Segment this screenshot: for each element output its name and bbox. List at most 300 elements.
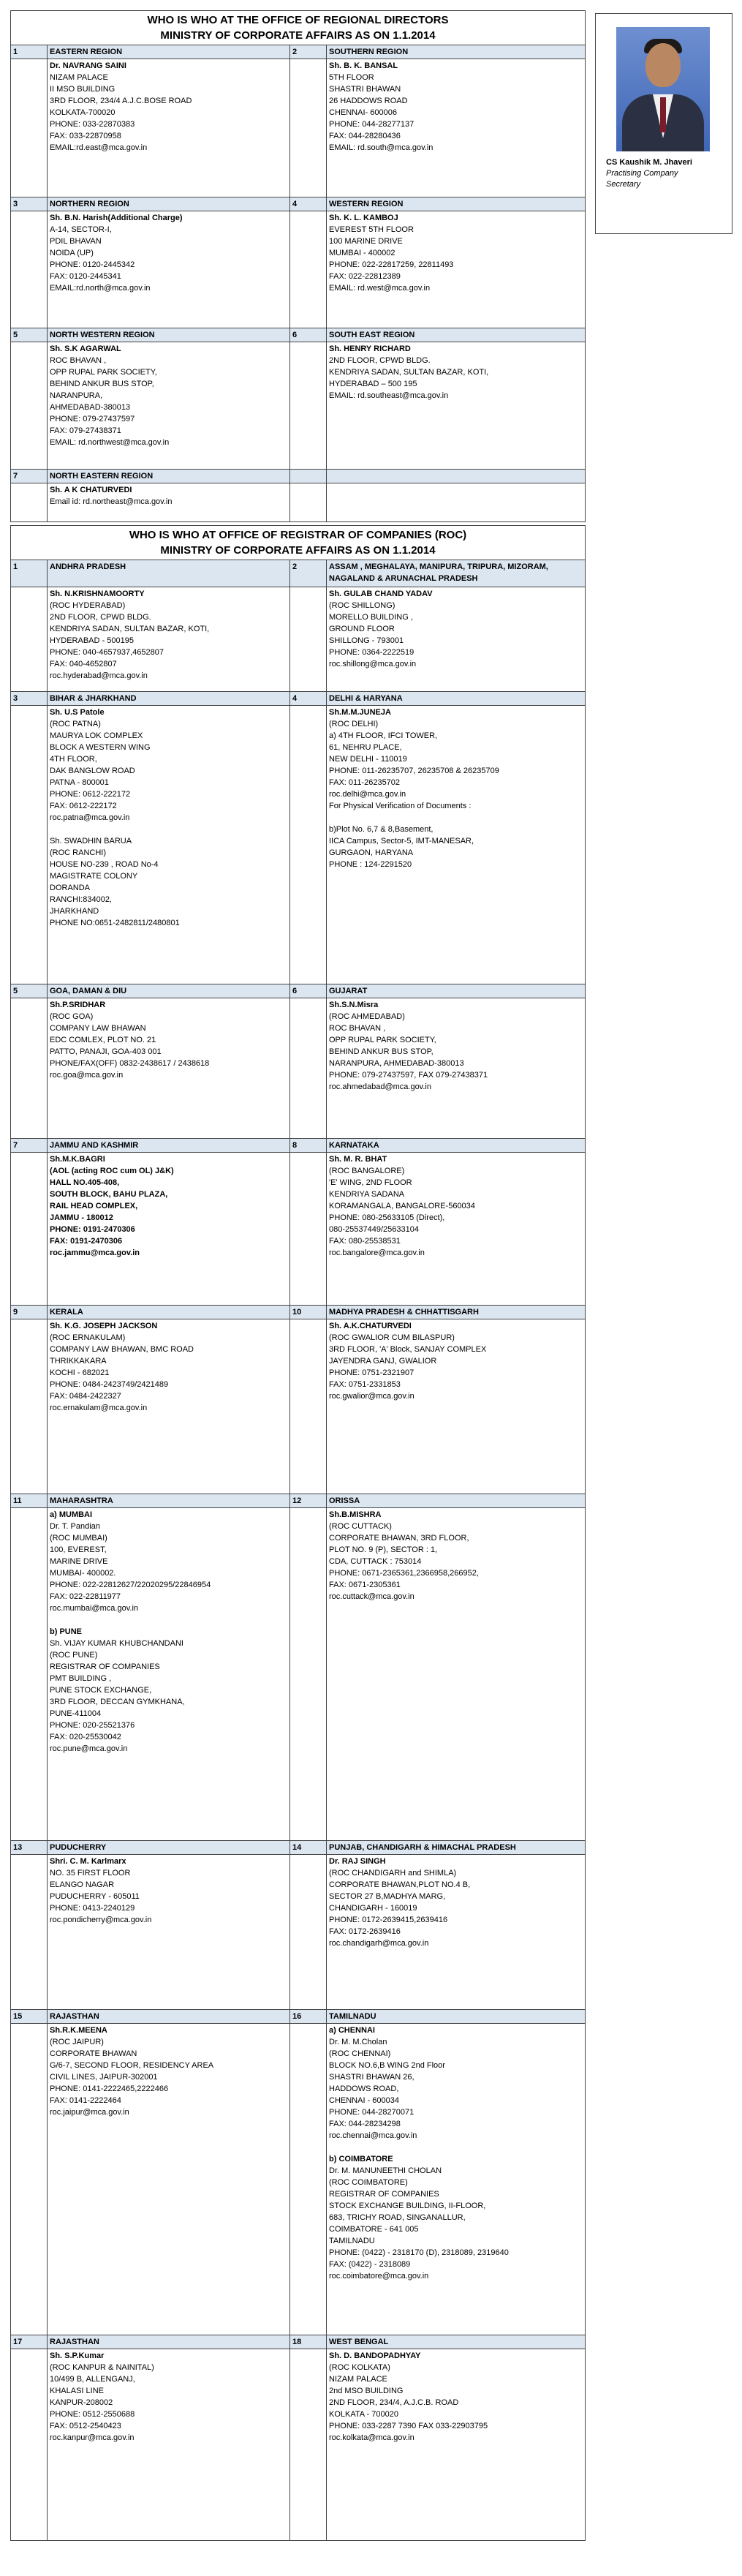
address-line: DORANDA xyxy=(50,884,91,892)
address-line: KENDRIYA SADANA xyxy=(329,1190,405,1199)
address-line: KHALASI LINE xyxy=(50,2387,104,2395)
number-spacer xyxy=(11,1855,48,2010)
officer-name: Dr. RAJ SINGH xyxy=(329,1857,386,1866)
address-line: JAYENDRA GANJ, GWALIOR xyxy=(329,1357,437,1366)
address-line xyxy=(50,824,287,835)
address-line[interactable]: roc.pondicherry@mca.gov.in xyxy=(50,1916,152,1924)
address-line[interactable]: roc.cuttack@mca.gov.in xyxy=(329,1592,414,1601)
address-line: PHONE: 020-25521376 xyxy=(50,1721,135,1730)
address-line: CIVIL LINES, JAIPUR-302001 xyxy=(50,2073,158,2082)
address-line: OPP RUPAL PARK SOCIETY, xyxy=(329,1036,436,1044)
office-address xyxy=(48,587,290,692)
address-line: (ROC CUTTACK) xyxy=(329,1522,392,1531)
address-line: 100 MARINE DRIVE xyxy=(329,237,403,246)
officer-name: Sh.S.N.Misra xyxy=(329,1001,379,1009)
address-line: (ROC ERNAKULAM) xyxy=(50,1333,126,1342)
address-line: PHONE: 0413-2240129 xyxy=(50,1904,135,1913)
address-line[interactable]: roc.chennai@mca.gov.in xyxy=(329,2131,417,2140)
address-line: PHONE: 0612-222172 xyxy=(50,790,131,799)
regional-directors-table xyxy=(10,10,586,522)
region-number: 5 xyxy=(11,328,48,342)
number-spacer xyxy=(11,483,48,522)
address-line: SOUTH BLOCK, BAHU PLAZA, xyxy=(50,1190,168,1199)
office-address xyxy=(327,211,586,328)
address-line: BLOCK A WESTERN WING xyxy=(50,743,151,752)
address-line: (ROC PATNA) xyxy=(50,720,101,728)
office-row xyxy=(11,2349,586,2541)
address-line: MAGISTRATE COLONY xyxy=(50,872,138,881)
address-line: PHONE: 044-28270071 xyxy=(329,2108,414,2117)
address-line: PHONE: 033-2287 7390 FAX 033-22903795 xyxy=(329,2422,488,2430)
office-address xyxy=(327,483,586,522)
office-row xyxy=(11,1508,586,1841)
office-row xyxy=(11,1855,586,2010)
address-line: PHONE: 079-27437597 xyxy=(50,415,135,423)
region-name: GUJARAT xyxy=(327,984,586,998)
address-line: AHMEDABAD-380013 xyxy=(50,403,131,412)
officer-name: Sh. N.KRISHNAMOORTY xyxy=(50,590,145,598)
address-line: CHANDIGARH - 160019 xyxy=(329,1904,417,1913)
officer-name: Sh. K. L. KAMBOJ xyxy=(329,214,398,222)
address-line: 4TH FLOOR, xyxy=(50,755,97,764)
address-line: FAX: 0172-2639416 xyxy=(329,1927,401,1936)
address-line[interactable]: EMAIL: rd.west@mca.gov.in xyxy=(329,284,431,293)
address-line: PHONE: 0512-2550688 xyxy=(50,2410,135,2419)
region-number: 2 xyxy=(290,45,327,59)
office-address xyxy=(48,483,290,522)
address-line xyxy=(329,2142,583,2153)
region-name: GOA, DAMAN & DIU xyxy=(48,984,290,998)
address-line: CORPORATE BHAWAN xyxy=(50,2049,137,2058)
address-line: HADDOWS ROAD, xyxy=(329,2084,399,2093)
address-line: MARINE DRIVE xyxy=(50,1557,108,1566)
region-name: PUNJAB, CHANDIGARH & HIMACHAL PRADESH xyxy=(327,1841,586,1855)
address-line: (ROC GOA) xyxy=(50,1012,94,1021)
address-line: 2ND FLOOR, 234/4, A.J.C.B. ROAD xyxy=(329,2398,459,2407)
region-number: 7 xyxy=(11,1139,48,1153)
officer-name: Sh. B. K. BANSAL xyxy=(329,61,398,70)
profile-photo xyxy=(616,27,710,151)
office-address xyxy=(48,706,290,984)
address-line: SHASTRI BHAWAN 26, xyxy=(329,2073,414,2082)
address-line[interactable]: roc.goa@mca.gov.in xyxy=(50,1071,124,1080)
number-spacer xyxy=(11,998,48,1139)
section-header-row xyxy=(11,1494,586,1508)
number-spacer xyxy=(290,706,327,984)
region-name: EASTERN REGION xyxy=(48,45,290,59)
number-spacer xyxy=(11,2349,48,2541)
officer-name: Sh. S.P.Kumar xyxy=(50,2351,105,2360)
address-line: BEHIND ANKUR BUS STOP, xyxy=(329,1047,434,1056)
region-name: MAHARASHTRA xyxy=(48,1494,290,1508)
address-line: (ROC GWALIOR CUM BILASPUR) xyxy=(329,1333,455,1342)
address-line[interactable]: roc.ernakulam@mca.gov.in xyxy=(50,1404,148,1412)
address-line: 61, NEHRU PLACE, xyxy=(329,743,402,752)
office-address xyxy=(48,2349,290,2541)
address-line: SECTOR 27 B,MADHYA MARG, xyxy=(329,1892,446,1901)
address-line: PHONE: 022-22812627/22020295/22846954 xyxy=(50,1581,211,1589)
region-number: 14 xyxy=(290,1841,327,1855)
region-number: 12 xyxy=(290,1494,327,1508)
address-line[interactable]: EMAIL: rd.southeast@mca.gov.in xyxy=(329,391,449,400)
address-line: PHONE: 0120-2445342 xyxy=(50,260,135,269)
profile-name: CS Kaushik M. Jhaveri xyxy=(606,158,692,167)
address-line: FAX: 022-22811977 xyxy=(50,1592,121,1601)
office-row xyxy=(11,211,586,328)
region-number: 4 xyxy=(290,692,327,706)
region-name: WESTERN REGION xyxy=(327,197,586,211)
address-line: MAURYA LOK COMPLEX xyxy=(50,731,143,740)
address-line: NIZAM PALACE xyxy=(329,2375,387,2384)
profile-card xyxy=(595,13,732,234)
address-line: 5TH FLOOR xyxy=(329,73,374,82)
address-line xyxy=(50,1614,287,1626)
officer-name: Sh.M.M.JUNEJA xyxy=(329,708,391,717)
section-header-row xyxy=(11,45,586,59)
address-line[interactable]: roc.patna@mca.gov.in xyxy=(50,813,130,822)
address-line: KOCHI - 682021 xyxy=(50,1368,110,1377)
office-address xyxy=(48,59,290,197)
number-spacer xyxy=(290,1508,327,1841)
address-line: Dr. M. MANUNEETHI CHOLAN xyxy=(329,2166,442,2175)
address-line: (ROC RANCHI) xyxy=(50,848,106,857)
address-line: FAX: 079-27438371 xyxy=(50,426,121,435)
address-line: CDA, CUTTACK : 753014 xyxy=(329,1557,422,1566)
region-number: 13 xyxy=(11,1841,48,1855)
region-name: KARNATAKA xyxy=(327,1139,586,1153)
number-spacer xyxy=(290,1855,327,2010)
region-number: 9 xyxy=(11,1306,48,1319)
address-line: MORELLO BUILDING , xyxy=(329,613,413,622)
rd-title: WHO IS WHO AT THE OFFICE OF REGIONAL DIRECTORS MINISTRY OF CORPORATE AFFAIRS AS ON 1.1.2014 xyxy=(11,11,586,45)
region-name: WEST BENGAL xyxy=(327,2335,586,2349)
address-line: GURGAON, HARYANA xyxy=(329,848,414,857)
address-line: DAK BANGLOW ROAD xyxy=(50,767,135,775)
address-line: FAX: 0120-2445341 xyxy=(50,272,121,281)
address-line: PHONE/FAX(OFF) 0832-2438617 / 2438618 xyxy=(50,1059,210,1068)
address-line: FAX: 080-25538531 xyxy=(329,1237,401,1246)
office-address xyxy=(327,2349,586,2541)
officer-name: a) CHENNAI xyxy=(329,2026,375,2035)
address-line: TAMILNADU xyxy=(329,2237,375,2245)
officer-name: Sh. K.G. JOSEPH JACKSON xyxy=(50,1322,158,1330)
address-line: (ROC PUNE) xyxy=(50,1651,98,1660)
address-line[interactable]: roc.hyderabad@mca.gov.in xyxy=(50,671,148,680)
office-address xyxy=(48,1508,290,1841)
office-address xyxy=(48,1855,290,2010)
officer-name: Sh. U.S Patole xyxy=(50,708,105,717)
address-line: For Physical Verification of Documents : xyxy=(329,802,472,810)
address-line: MUMBAI- 400002. xyxy=(50,1569,116,1578)
address-line: (ROC KANPUR & NAINITAL) xyxy=(50,2363,154,2372)
address-line: HYDERABAD – 500 195 xyxy=(329,380,417,388)
office-address xyxy=(327,706,586,984)
address-line[interactable]: roc.chandigarh@mca.gov.in xyxy=(329,1939,429,1948)
number-spacer xyxy=(290,59,327,197)
office-row xyxy=(11,483,586,522)
office-address xyxy=(327,587,586,692)
address-line: RAIL HEAD COMPLEX, xyxy=(50,1202,138,1210)
address-line: b) PUNE xyxy=(50,1627,82,1636)
address-line: FAX: (0422) - 2318089 xyxy=(329,2260,411,2269)
office-address xyxy=(48,998,290,1139)
office-row xyxy=(11,342,586,470)
address-line: 26 HADDOWS ROAD xyxy=(329,97,408,105)
address-line[interactable]: roc.kolkata@mca.gov.in xyxy=(329,2433,414,2442)
address-line: KOLKATA-700020 xyxy=(50,108,116,117)
section-header-row xyxy=(11,2335,586,2349)
region-number: 4 xyxy=(290,197,327,211)
address-line: BEHIND ANKUR BUS STOP, xyxy=(50,380,154,388)
section-header-row xyxy=(11,984,586,998)
address-line: PHONE: 079-27437597, FAX 079-27438371 xyxy=(329,1071,488,1080)
address-line: FAX: 0612-222172 xyxy=(50,802,117,810)
address-line: HYDERABAD - 500195 xyxy=(50,636,134,645)
address-line: HOUSE NO-239 , ROAD No-4 xyxy=(50,860,159,869)
officer-name: Sh.M.K.BAGRI xyxy=(50,1155,105,1164)
address-line: 3RD FLOOR, 'A' Block, SANJAY COMPLEX xyxy=(329,1345,487,1354)
address-line: PHONE : 124-2291520 xyxy=(329,860,412,869)
address-line: PHONE: 0751-2321907 xyxy=(329,1368,414,1377)
address-line[interactable]: EMAIL:rd.north@mca.gov.in xyxy=(50,284,151,293)
roc-table xyxy=(10,525,586,2541)
officer-name: Shri. C. M. Karlmarx xyxy=(50,1857,126,1866)
address-line: G/6-7, SECOND FLOOR, RESIDENCY AREA xyxy=(50,2061,214,2070)
address-line: NIZAM PALACE xyxy=(50,73,108,82)
officer-name: a) MUMBAI xyxy=(50,1510,93,1519)
address-line[interactable]: roc.kanpur@mca.gov.in xyxy=(50,2433,135,2442)
address-line: FAX: 022-22812389 xyxy=(329,272,401,281)
address-line: 100, EVEREST, xyxy=(50,1545,107,1554)
address-line: b) COIMBATORE xyxy=(329,2155,393,2163)
address-line: COMPANY LAW BHAWAN, BMC ROAD xyxy=(50,1345,194,1354)
region-number: 5 xyxy=(11,984,48,998)
address-line: CORPORATE BHAWAN, 3RD FLOOR, xyxy=(329,1534,469,1543)
address-line: (ROC JAIPUR) xyxy=(50,2038,104,2046)
office-row xyxy=(11,706,586,984)
number-spacer xyxy=(11,706,48,984)
address-line: REGISTRAR OF COMPANIES xyxy=(329,2190,439,2199)
office-row xyxy=(11,587,586,692)
address-line: (ROC HYDERABAD) xyxy=(50,601,126,610)
address-line: EDC COMLEX, PLOT NO. 21 xyxy=(50,1036,156,1044)
officer-name: Sh.B.MISHRA xyxy=(329,1510,382,1519)
number-spacer xyxy=(11,211,48,328)
address-line: PUNE STOCK EXCHANGE, xyxy=(50,1686,152,1695)
address-line: a) 4TH FLOOR, IFCI TOWER, xyxy=(329,731,438,740)
office-address xyxy=(48,1153,290,1306)
region-name: ANDHRA PRADESH xyxy=(48,560,290,587)
office-address xyxy=(327,1319,586,1494)
address-line[interactable]: EMAIL: rd.south@mca.gov.in xyxy=(329,143,434,152)
officer-name: Sh. A.K.CHATURVEDI xyxy=(329,1322,412,1330)
address-line: Dr. M. M.Cholan xyxy=(329,2038,387,2046)
address-line: EVEREST 5TH FLOOR xyxy=(329,225,414,234)
address-line[interactable]: roc.gwalior@mca.gov.in xyxy=(329,1392,414,1401)
address-line: PHONE: 080-25633105 (Direct), xyxy=(329,1213,445,1222)
address-line: FAX: 020-25530042 xyxy=(50,1733,121,1741)
address-line: PHONE: 0484-2423749/2421489 xyxy=(50,1380,169,1389)
officer-name: Sh. B.N. Harish(Additional Charge) xyxy=(50,214,183,222)
address-line[interactable]: roc.shillong@mca.gov.in xyxy=(329,660,417,669)
profile-title-line2: Secretary xyxy=(606,180,641,189)
address-line: FAX: 0751-2331853 xyxy=(329,1380,401,1389)
address-line: Sh. SWADHIN BARUA xyxy=(50,837,132,846)
address-line: (ROC CHENNAI) xyxy=(329,2049,391,2058)
address-line[interactable]: roc.bangalore@mca.gov.in xyxy=(329,1249,425,1257)
number-spacer xyxy=(11,1508,48,1841)
region-name: MADHYA PRADESH & CHHATTISGARH xyxy=(327,1306,586,1319)
address-line: CHENNAI- 600006 xyxy=(329,108,397,117)
region-number: 6 xyxy=(290,984,327,998)
address-line: KENDRIYA SADAN, SULTAN BAZAR, KOTI, xyxy=(329,368,489,377)
address-line: FAX: 0512-2540423 xyxy=(50,2422,121,2430)
section-header-row xyxy=(11,692,586,706)
office-row xyxy=(11,1153,586,1306)
office-address xyxy=(327,1855,586,2010)
address-line: PHONE: 033-22870383 xyxy=(50,120,135,129)
number-spacer xyxy=(290,2349,327,2541)
number-spacer xyxy=(290,211,327,328)
address-line: SHILLONG - 793001 xyxy=(329,636,404,645)
office-address xyxy=(327,2024,586,2335)
address-line: THRIKKAKARA xyxy=(50,1357,107,1366)
address-line: 080-25537449/25633104 xyxy=(329,1225,419,1234)
officer-name: Dr. NAVRANG SAINI xyxy=(50,61,126,70)
address-line[interactable]: roc.ahmedabad@mca.gov.in xyxy=(329,1082,431,1091)
address-line: FAX: 0671-2305361 xyxy=(329,1581,401,1589)
region-name: NORTHERN REGION xyxy=(48,197,290,211)
region-name: NORTH WESTERN REGION xyxy=(48,328,290,342)
number-spacer xyxy=(11,1319,48,1494)
region-number: 17 xyxy=(11,2335,48,2349)
address-line: PHONE: (0422) - 2318170 (D), 2318089, 2319640 xyxy=(329,2248,509,2257)
region-name: DELHI & HARYANA xyxy=(327,692,586,706)
region-number: 16 xyxy=(290,2010,327,2024)
region-number: 6 xyxy=(290,328,327,342)
address-line: b)Plot No. 6,7 & 8,Basement, xyxy=(329,825,434,834)
address-line: PUDUCHERRY - 605011 xyxy=(50,1892,140,1901)
address-line: PLOT NO. 9 (P), SECTOR : 1, xyxy=(329,1545,438,1554)
number-spacer xyxy=(11,2024,48,2335)
region-number: 3 xyxy=(11,197,48,211)
region-number: 10 xyxy=(290,1306,327,1319)
number-spacer xyxy=(11,59,48,197)
address-line[interactable]: roc.jaipur@mca.gov.in xyxy=(50,2108,129,2117)
officer-name: Sh. S.K AGARWAL xyxy=(50,344,121,353)
officer-name: Sh. M. R. BHAT xyxy=(329,1155,387,1164)
address-line: 'E' WING, 2ND FLOOR xyxy=(329,1178,412,1187)
address-line[interactable]: roc.mumbai@mca.gov.in xyxy=(50,1604,138,1613)
address-line: NO. 35 FIRST FLOOR xyxy=(50,1869,131,1878)
section-header-row xyxy=(11,2010,586,2024)
officer-name: Sh.R.K.MEENA xyxy=(50,2026,107,2035)
address-line[interactable]: roc.coimbatore@mca.gov.in xyxy=(329,2272,429,2281)
office-address xyxy=(48,342,290,470)
region-name: JAMMU AND KASHMIR xyxy=(48,1139,290,1153)
officer-name: Sh.P.SRIDHAR xyxy=(50,1001,106,1009)
region-number: 11 xyxy=(11,1494,48,1508)
office-address xyxy=(327,342,586,470)
office-address xyxy=(48,211,290,328)
address-line: 3RD FLOOR, 234/4 A.J.C.BOSE ROAD xyxy=(50,97,192,105)
address-line: PHONE: 0172-2639415,2639416 xyxy=(329,1916,448,1924)
address-line: FAX: 0484-2422327 xyxy=(50,1392,121,1401)
number-spacer xyxy=(290,1153,327,1306)
address-line: STOCK EXCHANGE BUILDING, II-FLOOR, xyxy=(329,2202,486,2210)
region-number: 8 xyxy=(290,1139,327,1153)
number-spacer xyxy=(11,1153,48,1306)
address-line: 2ND FLOOR, CPWD BLDG. xyxy=(329,356,431,365)
office-address xyxy=(327,1153,586,1306)
address-line: (ROC DELHI) xyxy=(329,720,379,728)
number-spacer xyxy=(11,587,48,692)
address-line: ROC BHAVAN , xyxy=(50,356,107,365)
address-line: FAX: 011-26235702 xyxy=(329,778,401,787)
address-line: (ROC BANGALORE) xyxy=(329,1167,405,1175)
region-number: 2 xyxy=(290,560,327,587)
address-line[interactable]: roc.jammu@mca.gov.in xyxy=(50,1249,140,1257)
address-line: (ROC KOLKATA) xyxy=(329,2363,390,2372)
office-row xyxy=(11,59,586,197)
address-line: (ROC MUMBAI) xyxy=(50,1534,107,1543)
section-header-row xyxy=(11,197,586,211)
section-header-row xyxy=(11,560,586,587)
address-line: FAX: 044-28234298 xyxy=(329,2120,401,2128)
address-line: (ROC COIMBATORE) xyxy=(329,2178,408,2187)
address-line: MUMBAI - 400002 xyxy=(329,249,395,257)
address-line: PATTO, PANAJI, GOA-403 001 xyxy=(50,1047,162,1056)
address-line: NEW DELHI - 110019 xyxy=(329,755,407,764)
region-number: 18 xyxy=(290,2335,327,2349)
address-line[interactable]: roc.delhi@mca.gov.in xyxy=(329,790,406,799)
address-line[interactable]: Email id: rd.northeast@mca.gov.in xyxy=(50,497,173,506)
office-address xyxy=(327,1508,586,1841)
address-line: PHONE: 0671-2365361,2366958,266952, xyxy=(329,1569,479,1578)
address-line: BLOCK NO.6,B WING 2nd Floor xyxy=(329,2061,445,2070)
number-spacer xyxy=(290,2024,327,2335)
address-line: PHONE: 0141-2222465,2222466 xyxy=(50,2084,169,2093)
address-line: PHONE NO:0651-2482811/2480801 xyxy=(50,919,180,927)
address-line: Sh. VIJAY KUMAR KHUBCHANDANI xyxy=(50,1639,183,1648)
address-line: COMPANY LAW BHAWAN xyxy=(50,1024,146,1033)
section-header-row xyxy=(11,328,586,342)
number-spacer xyxy=(11,342,48,470)
office-row xyxy=(11,1319,586,1494)
officer-name: Sh. GULAB CHAND YADAV xyxy=(329,590,433,598)
address-line: JAMMU - 180012 xyxy=(50,1213,113,1222)
address-line: OPP RUPAL PARK SOCIETY, xyxy=(50,368,157,377)
region-number: 3 xyxy=(11,692,48,706)
region-number xyxy=(290,470,327,483)
address-line[interactable]: EMAIL: rd.northwest@mca.gov.in xyxy=(50,438,170,447)
address-line: NARANPURA, AHMEDABAD-380013 xyxy=(329,1059,464,1068)
office-address xyxy=(48,2024,290,2335)
address-line: ELANGO NAGAR xyxy=(50,1880,115,1889)
office-address xyxy=(48,1319,290,1494)
office-row xyxy=(11,2024,586,2335)
region-number: 15 xyxy=(11,2010,48,2024)
region-name: KERALA xyxy=(48,1306,290,1319)
address-line[interactable]: roc.pune@mca.gov.in xyxy=(50,1744,128,1753)
address-line[interactable]: EMAIL:rd.east@mca.gov.in xyxy=(50,143,148,152)
address-line: JHARKHAND xyxy=(50,907,99,916)
address-line: FAX: 033-22870958 xyxy=(50,132,121,140)
region-name: TAMILNADU xyxy=(327,2010,586,2024)
address-line: II MSO BUILDING xyxy=(50,85,116,94)
address-line: 3RD FLOOR, DECCAN GYMKHANA, xyxy=(50,1698,185,1706)
number-spacer xyxy=(290,998,327,1139)
